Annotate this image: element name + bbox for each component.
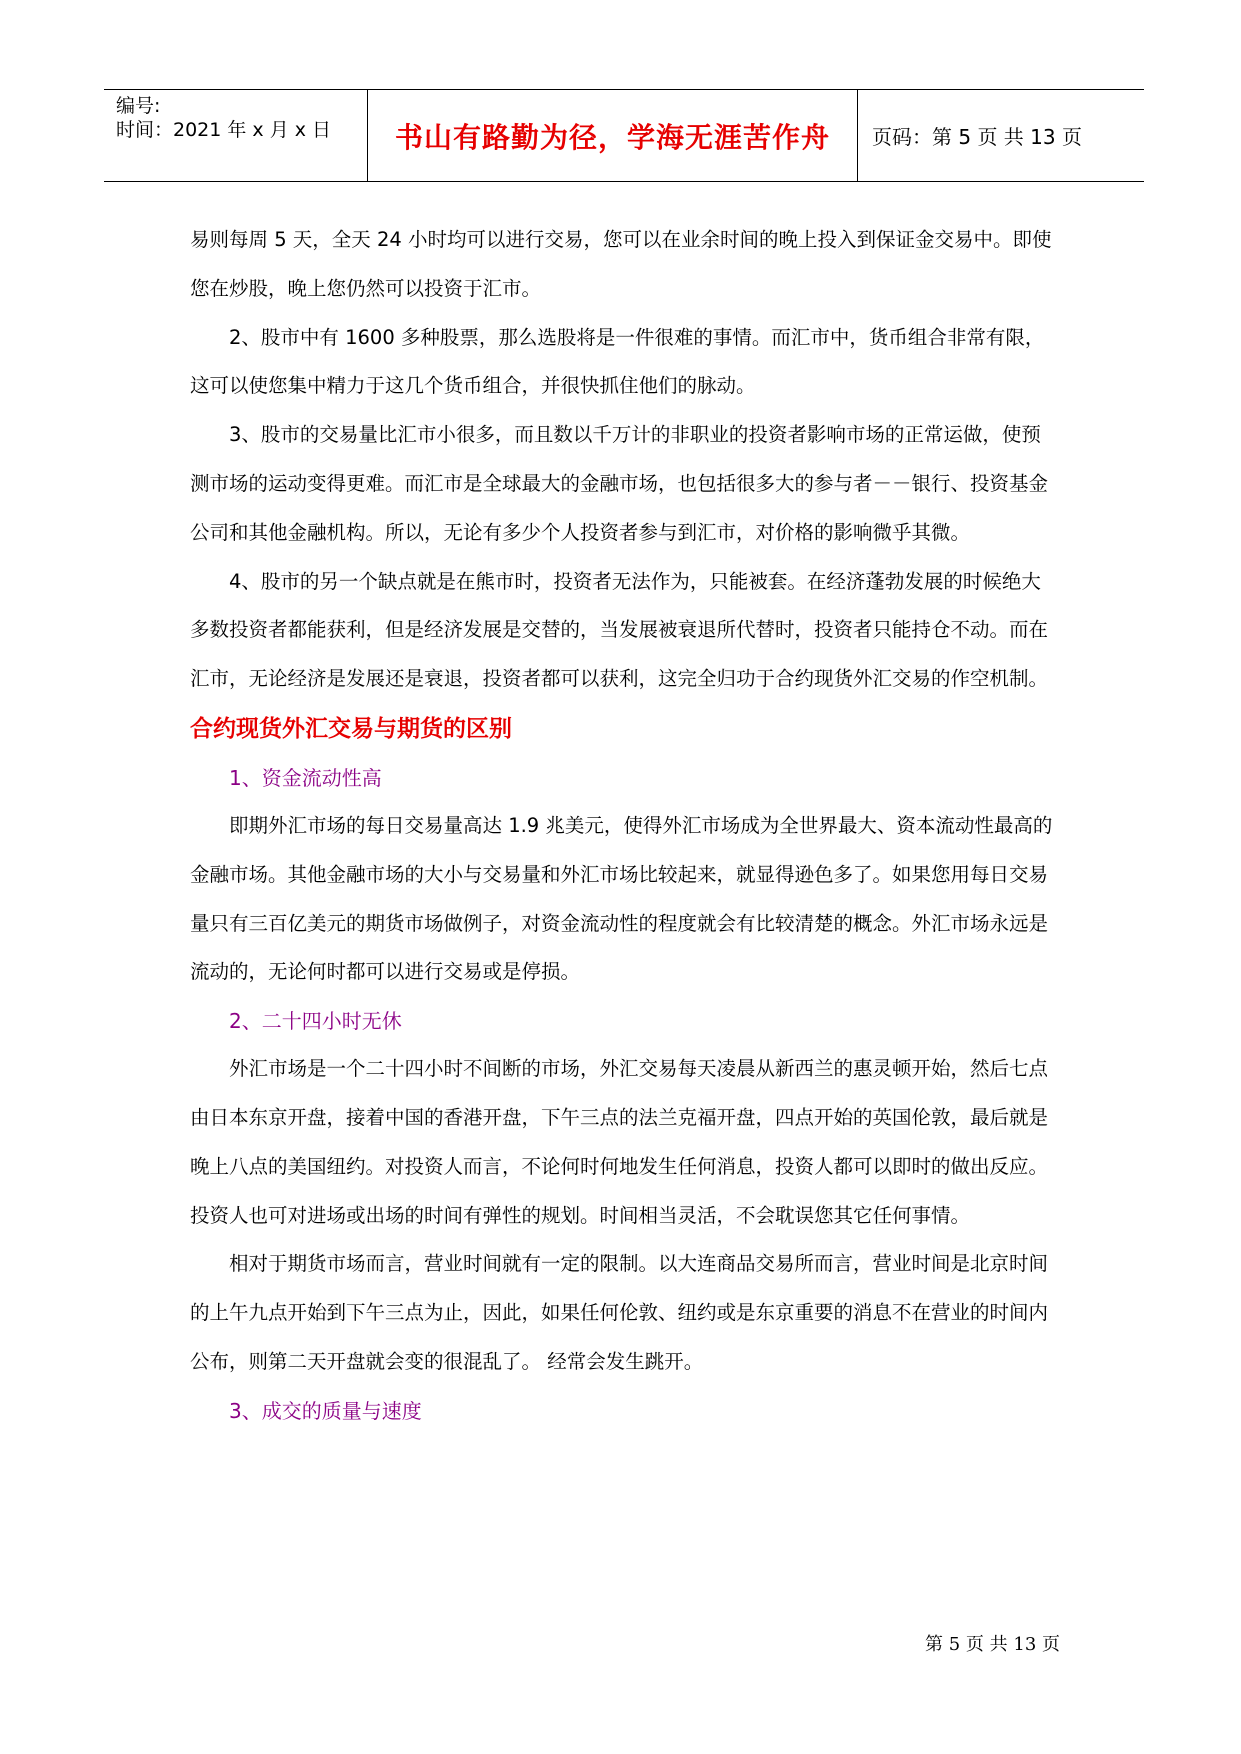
paragraph: 易则每周 5 天，全天 24 小时均可以进行交易，您可以在业余时间的晚上投入到保证金交易中。即使您在炒股，晚上您仍然可以投资于汇市。 <box>190 228 1052 300</box>
subsection-title: 2、二十四小时无休 <box>229 1009 402 1034</box>
document-body <box>190 216 1060 1435</box>
subsection-title: 1、资金流动性高 <box>229 765 382 790</box>
time-label: 时间：2021 年 x 月 x 日 <box>116 119 332 141</box>
header-meta <box>104 90 368 181</box>
footer-page-number: 第 5 页 共 13 页 <box>925 1634 1060 1655</box>
number-label: 编号: <box>116 95 161 117</box>
paragraph: 外汇市场是一个二十四小时不间断的市场，外汇交易每天凌晨从新西兰的惠灵顿开始，然后七点由日本东京开盘，接着中国的香港开盘，下午三点的法兰克福开盘，四点开始的英国伦敦，最后就是晚上八点的美国纽约。对投资人而言，不论何时何地发生任何消息，投资人都可以即时的做出反应。投资人也可对进场或出场的时间有弹性的规划。时间相当灵活，不会耽误您其它任何事情。 <box>190 1057 1049 1227</box>
paragraph: 即期外汇市场的每日交易量高达 1.9 兆美元，使得外汇市场成为全世界最大、资本流动性最高的金融市场。其他金融市场的大小与交易量和外汇市场比较起来，就显得逊色多了。如果您用每日交易量只有三百亿美元的期货市场做例子，对资金流动性的程度就会有比较清楚的概念。外汇市场永远是流动的，无论何时都可以进行交易或是停损。 <box>190 813 1053 984</box>
paragraph: 3、股市的交易量比汇市小很多，而且数以千万计的非职业的投资者影响市场的正常运做，使预测市场的运动变得更难。而汇市是全球最大的金融市场，也包括很多大的参与者－－银行、投资基金公司和其他金融机构。所以，无论有多少个人投资者参与到汇市，对价格的影响微乎其微。 <box>190 423 1049 544</box>
paragraph: 2、股市中有 1600 多种股票，那么选股将是一件很难的事情。而汇市中，货币组合非常有限，这可以使您集中精力于这几个货币组合，并很快抓住他们的脉动。 <box>190 325 1045 398</box>
paragraph: 相对于期货市场而言，营业时间就有一定的限制。以大连商品交易所而言，营业时间是北京时间的上午九点开始到下午三点为止，因此，如果任何伦敦、纽约或是东京重要的消息不在营业的时间内公布，则第二天开盘就会变的很混乱了。 经常会发生跳开。 <box>190 1252 1049 1373</box>
section-title: 合约现货外汇交易与期货的区别 <box>190 715 512 742</box>
document-header <box>104 89 1144 182</box>
header-page-info: 页码：第 5 页 共 13 页 <box>872 125 1082 149</box>
header-motto: 书山有路勤为径，学海无涯苦作舟 <box>368 90 858 181</box>
paragraph: 4、股市的另一个缺点就是在熊市时，投资者无法作为，只能被套。在经济蓬勃发展的时候绝大多数投资者都能获利，但是经济发展是交替的，当发展被衰退所代替时，投资者只能持仓不动。而在汇市，无论经济是发展还是衰退，投资者都可以获利，这完全归功于合约现货外汇交易的作空机制。 <box>190 569 1049 691</box>
subsection-title: 3、成交的质量与速度 <box>229 1398 422 1423</box>
